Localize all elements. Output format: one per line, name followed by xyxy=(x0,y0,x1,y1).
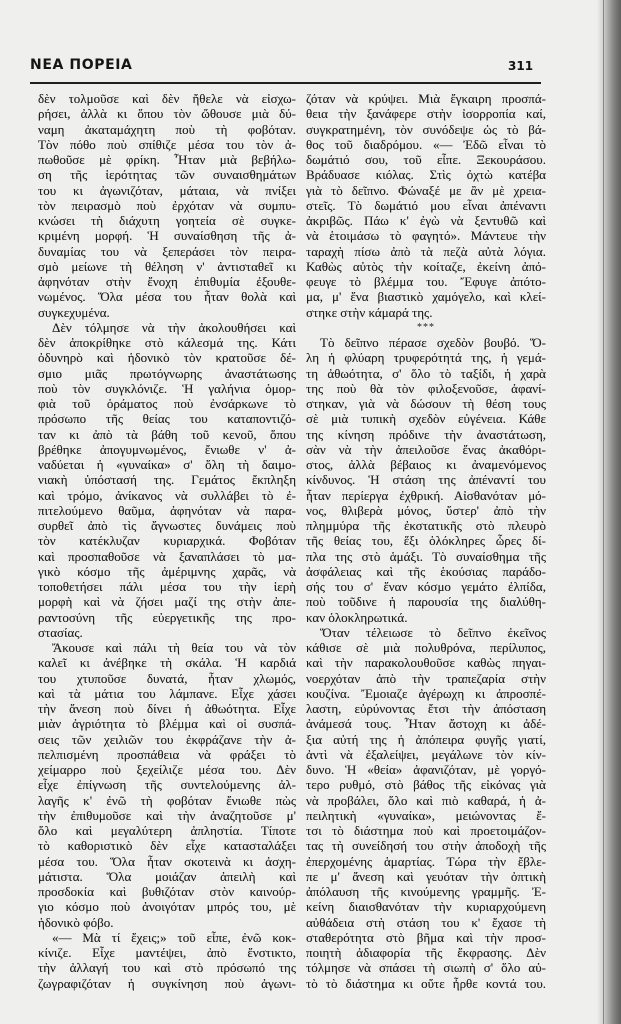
line-text: γικὸ κόσμο τῆς ἀμέριμνης χαρᾶς, νὰ xyxy=(38,563,296,579)
line-text: ἀσφάλειας καὶ τῆς ἑκούσιας παράδο- xyxy=(306,563,546,579)
text-line xyxy=(38,945,296,960)
text-line xyxy=(38,411,296,426)
line-text: τὸ τὸ διάστημα κι οὔτε ἦρθε κοντά του. xyxy=(306,975,546,991)
text-line xyxy=(38,381,296,396)
line-text: κριμένη μορφή. Ἡ συναίσθηση τῆς ἀ- xyxy=(38,228,296,244)
text-line xyxy=(38,228,296,243)
line-text: τὸν κατέκλυζαν κυριαρχικά. Φοβόταν xyxy=(38,533,296,549)
text-line xyxy=(306,366,546,381)
text-line xyxy=(38,869,296,884)
text-line xyxy=(38,213,296,228)
line-text: γιὰ τὸ δεῖπνο. Φώναξέ με ἂν μὲ χρεια- xyxy=(306,182,546,198)
paragraph xyxy=(306,91,546,320)
line-text: μα, μ' ἕνα βιαστικὸ χαμόγελο, καὶ κλεί- xyxy=(306,289,546,305)
text-line xyxy=(306,671,546,686)
text-line xyxy=(38,808,296,823)
line-text: κάθισε σὲ μιὰ πολυθρόνα, περίλυπος, xyxy=(306,640,546,655)
line-text: λη ἡ φλύαρη τρυφερότητά της, ἡ γεμά- xyxy=(306,350,546,366)
line-text: σὲ μιὰ τυπικὴ σχεδὸν εὐγένεια. Κάθε xyxy=(306,411,546,427)
line-text: γιο κόσμο ποὺ ἀνοιγόταν μπρός του, μὲ xyxy=(38,899,296,915)
text-line xyxy=(38,350,296,365)
line-text: πε μ' ἄνεση καὶ γευόταν τὴν ὀπτικὴ xyxy=(306,868,546,884)
text-line xyxy=(306,762,546,777)
line-text: ταραχὴ πίσω ἀπὸ τὰ πεζὰ αὐτὰ λόγια. xyxy=(306,243,546,259)
line-text: της ποὺ θὰ τὸν φιλοξενοῦσε, ἀφανί- xyxy=(306,380,546,396)
line-text: πελπισμένη προσπάθεια νὰ φράξει τὸ xyxy=(38,746,296,762)
line-text: δυνο. Ἡ «θεία» ἀφανιζόταν, μὲ γοργό- xyxy=(306,762,546,777)
text-line xyxy=(306,579,546,594)
line-text: σεις τῶν χειλιῶν του ἐκφράζανε τὴν ἀ- xyxy=(38,731,296,747)
line-text: νὰ ἑτοιμάσω τὸ φαγητό». Μάντευε τὴν xyxy=(306,228,546,244)
line-text: ἀπόλαυση τῆς κινούμενης γραμμῆς. Ἐ- xyxy=(306,884,546,899)
line-text: ἐπερχομένης ἁμαρτίας. Τώρα τὴν ἔβλε- xyxy=(306,853,546,869)
paragraph xyxy=(306,335,546,625)
line-text: μορφὴ καὶ νὰ ζήσει μαζί της στὴν ἀπε- xyxy=(38,594,296,610)
line-text: ζόταν νὰ κρύψει. Μιὰ ἔγκαιρη προσπά- xyxy=(306,91,546,106)
text-column-left xyxy=(38,91,296,991)
section-separator: *** xyxy=(417,321,435,333)
line-text: στος, ἀλλὰ βέβαιος κι ἀναμενόμενος xyxy=(306,457,546,472)
text-line xyxy=(306,915,546,930)
text-line xyxy=(38,503,296,518)
line-text: Τὸν πόθο ποὺ σπίθιζε μέσα του τὸν ἀ- xyxy=(38,136,296,152)
text-line xyxy=(38,472,296,487)
line-text: λαγῆς κ' ἐνῶ τὴ φοβόταν ἔνιωθε πὼς xyxy=(38,792,296,808)
text-line xyxy=(306,289,546,304)
line-text: σμὸ μείωνε τὴ θέληση ν' ἀντισταθεῖ κι xyxy=(38,258,296,274)
line-text: του χτυποῦσε δυνατά, ἦταν χλωμός, xyxy=(38,670,296,686)
text-line xyxy=(306,564,546,579)
text-line xyxy=(38,976,296,991)
line-text: ἀκριβῶς. Πάω κ' ἐγὼ νὰ ξεντυθῶ καὶ xyxy=(306,213,546,228)
text-line xyxy=(38,320,296,335)
line-text: Τὸ δεῖπνο πέρασε σχεδὸν βουβό. Ὅ- xyxy=(320,335,546,350)
line-text: μέσα του. Ὅλα ἦταν σκοτεινὰ κι ἀσχη- xyxy=(38,853,296,869)
line-text: καλεῖ κι ἀνέβηκε τὴ σκάλα. Ἡ καρδιά xyxy=(38,655,296,671)
line-text: νὰ προβάλει, ὅλο καὶ πιὸ καθαρά, ἡ ἀ- xyxy=(306,792,546,808)
text-line xyxy=(38,244,296,259)
text-line xyxy=(306,122,546,137)
line-text: ὀδυνηρὸ καὶ ἡδονικὸ τὸν κρατοῦσε δέ- xyxy=(38,350,296,366)
line-text: πειλητικὴ «γυναίκα», μειώνοντας ἔ- xyxy=(306,807,546,823)
line-text: εἶχε ἐπίγνωση τῆς συντελούμενης ἀλ- xyxy=(38,777,296,793)
text-line xyxy=(38,518,296,533)
text-line xyxy=(306,533,546,548)
line-text: καὶ προσπαθοῦσε νὰ ξαναπλάσει τὸ μα- xyxy=(38,548,296,564)
line-text: λαστη, εὐρύνοντας ἔτσι τὴν ἀπόσταση xyxy=(306,701,546,716)
line-text: στηκαν, γιὰ νὰ δώσουν τὴ θέση τους xyxy=(306,396,546,411)
text-line xyxy=(38,671,296,686)
text-line xyxy=(38,884,296,899)
text-line xyxy=(306,945,546,960)
line-text: κνώσει τὴ διάχυτη γοητεία σὲ συγκε- xyxy=(38,213,296,228)
text-line xyxy=(38,198,296,213)
text-line xyxy=(306,976,546,991)
text-line xyxy=(38,335,296,350)
text-line xyxy=(306,793,546,808)
text-line xyxy=(38,533,296,548)
text-line xyxy=(38,564,296,579)
text-line xyxy=(306,899,546,914)
line-text: του κι ἀγωνιζόταν, μάταια, νὰ πνίξει xyxy=(38,182,296,198)
text-line xyxy=(306,549,546,564)
line-text: στασίας. xyxy=(38,624,83,640)
line-text: τῆς θείας του, ἕξι ὁλόκληρες ὧρες δί- xyxy=(306,533,546,549)
line-text: σμιο μιᾶς πρωτόγνωρης ἀναστάτωσης xyxy=(38,365,296,381)
text-line xyxy=(306,823,546,838)
text-line xyxy=(38,915,296,930)
text-line xyxy=(306,183,546,198)
text-line xyxy=(306,411,546,426)
line-text: φιὰ τοῦ ὁράματος ποὺ ἐνσάρκωνε τὸ xyxy=(38,396,296,411)
line-text: καν ὁλοκληρωτικά. xyxy=(306,609,408,625)
text-line xyxy=(306,152,546,167)
line-text: Δὲν τόλμησε νὰ τὴν ἀκολουθήσει καὶ xyxy=(52,319,296,335)
line-text: πωθοῦσε μὲ φρίκη. Ἦταν μιὰ βεβήλω- xyxy=(38,152,296,167)
line-text: ναμη ἀκαταμάχητη ποὺ τὴ φοβόταν. xyxy=(38,121,296,137)
text-line xyxy=(38,366,296,381)
line-text: «— Μὰ τί ἔχεις;» τοῦ εἶπε, ἐνῶ κοκ- xyxy=(52,929,296,945)
text-line xyxy=(306,854,546,869)
line-text: πρόσωπο τῆς θείας του καταποντιζό- xyxy=(38,411,296,427)
text-line xyxy=(306,427,546,442)
line-text: τη ἀθωότητα, σ' ὅλο τὸ ταξίδι, ἡ χαρὰ xyxy=(306,365,546,381)
line-text: ποιητὴ ἀδιαφορία τῆς ἔκφρασης. Δὲν xyxy=(306,945,546,960)
line-text: μάτιστα. Ὅλα μοιάζαν ἀπειλὴ καὶ xyxy=(38,868,296,884)
text-line xyxy=(306,91,546,106)
text-line xyxy=(306,594,546,609)
text-line xyxy=(38,854,296,869)
line-text: πλα της στὸ ἁμάξι. Τὸ συναίσθημα τῆς xyxy=(306,548,546,564)
page-number: 311 xyxy=(508,59,534,73)
line-text: συγκρατημένη, τὸν συνόδεψε ὡς τὸ βά- xyxy=(306,121,546,137)
line-text: τὸ καθοριστικὸ δὲν εἶχε κατασταλάξει xyxy=(38,838,296,854)
text-line xyxy=(306,625,546,640)
text-line xyxy=(306,274,546,289)
line-text: στεῖς. Τὸ δωμάτιό μου εἶναι ἀπέναντι xyxy=(306,197,546,213)
text-line xyxy=(38,91,296,106)
line-text: δωμάτιό σου, τοῦ εἶπε. Ξεκουράσου. xyxy=(306,152,546,167)
text-line xyxy=(38,838,296,853)
line-text: κείνη διαισθανόταν τὴν κυριαρχούμενη xyxy=(306,899,546,915)
line-text: ταν κι ἀπὸ τὰ βάθη τοῦ κενοῦ, ὅπου xyxy=(38,426,296,442)
text-line xyxy=(306,167,546,182)
line-text: δυναμίας του νὰ ξεπεράσει τὸν πειρα- xyxy=(38,243,296,259)
line-text: νοερχόταν ἀπὸ τὴν τραπεζαρία στὴν xyxy=(306,670,546,686)
line-text: ἡδονικὸ φόβο. xyxy=(38,914,114,930)
line-text: βρέθηκε ἀπογυμνωμένος, ἔνιωθε ν' ἀ- xyxy=(38,441,296,457)
text-line xyxy=(306,777,546,792)
line-text: αὐθάδεια στὴ στάση του κ' ἔχασε τὴ xyxy=(306,914,546,930)
text-line xyxy=(306,808,546,823)
text-line xyxy=(38,716,296,731)
line-text: πλημμύρα τῆς ἐκστατικῆς στὸ πλευρὸ xyxy=(306,518,546,533)
paragraph xyxy=(38,640,296,930)
line-text: ἀντὶ νὰ ἐξαλείψει, μεγάλωνε τὸν κίν- xyxy=(306,746,546,762)
line-text: τὸν πειρασμὸ ποὺ ἐρχόταν νὰ συμπυ- xyxy=(38,197,296,213)
paragraph xyxy=(38,930,296,991)
text-line xyxy=(38,655,296,670)
text-line xyxy=(306,610,546,625)
line-text: σὰν νὰ τὴν ἀπειλοῦσε ἕνας ἀκαθόρι- xyxy=(306,441,546,457)
text-line xyxy=(306,838,546,853)
text-line xyxy=(38,823,296,838)
text-line xyxy=(38,396,296,411)
text-line xyxy=(38,793,296,808)
text-line xyxy=(306,686,546,701)
line-text: ἀφηνόταν στὴν ἔνοχη ἐπιθυμία ἐξουθε- xyxy=(38,274,296,289)
line-text: στηκε στὴν κάμαρά της. xyxy=(306,304,433,320)
line-text: συγκεχυμένα. xyxy=(38,304,110,320)
text-line xyxy=(38,457,296,472)
line-text: τερο ρυθμό, στὸ βάθος τῆς εἰκόνας γιὰ xyxy=(306,777,546,793)
text-line xyxy=(38,579,296,594)
text-line xyxy=(306,396,546,411)
text-line xyxy=(306,488,546,503)
text-line xyxy=(306,747,546,762)
text-line xyxy=(306,381,546,396)
line-text: Βράδυασε κιόλας. Στὶς ὀχτὼ κατέβα xyxy=(306,167,546,183)
line-text: τὴν ἀλλαγή του καὶ στὸ πρόσωπό της xyxy=(38,960,296,976)
text-line xyxy=(38,442,296,457)
line-text: πιτελούμενο θαῦμα, ἀφηνόταν νὰ παρα- xyxy=(38,502,296,518)
line-text: Καθὼς αὐτὸς τὴν κοίταζε, ἐκείνη ἀπό- xyxy=(306,258,546,274)
page-edge-shadow xyxy=(597,0,621,1024)
text-line xyxy=(38,686,296,701)
text-line xyxy=(306,716,546,731)
line-text: ξια αὐτή της ἡ ἀπόπειρα φυγῆς γιατί, xyxy=(306,731,546,747)
paragraph xyxy=(38,91,296,320)
text-line xyxy=(38,762,296,777)
line-text: της κίνηση πρόδινε τὴν ἀναστάτωση, xyxy=(306,426,546,442)
line-text: φευγε τὸ βλέμμα του. Ἔφυγε ἀπότο- xyxy=(306,274,546,289)
text-line xyxy=(306,655,546,670)
text-line xyxy=(38,106,296,121)
line-text: ραντοσύνη τῆς εὐεργετικῆς της προ- xyxy=(38,609,296,625)
text-line xyxy=(38,899,296,914)
text-line xyxy=(306,930,546,945)
text-line xyxy=(38,777,296,792)
line-text: ση τῆς ἱερότητας τῶν συναισθημάτων xyxy=(38,167,296,183)
line-text: Ὅταν τέλειωσε τὸ δεῖπνο ἐκεῖνος xyxy=(320,624,546,640)
line-text: τσι τὸ διάστημα ποὺ καὶ προετοιμάζον- xyxy=(306,823,546,838)
line-text: σής του σ' ἕναν κόσμο γεμάτο ἐλπίδα, xyxy=(306,579,546,594)
line-text: ἀνάμεσά τους. Ἦταν ἄστοχη κι ἀδέ- xyxy=(306,716,546,732)
text-line xyxy=(306,350,546,365)
line-text: ναδύεται ἡ «γυναίκα» σ' ὅλη τὴ δαιμο- xyxy=(38,457,296,472)
line-text: ὅλο καὶ μεγαλύτερη ἀπληστία. Τίποτε xyxy=(38,823,296,838)
line-text: Ἄκουσε καὶ πάλι τὴ θεία του νὰ τὸν xyxy=(52,640,296,655)
line-text: τοποθετήσει πάλι μέσα του τὴν ἱερὴ xyxy=(38,579,296,594)
line-text: ποὺ τοῦδινε ἡ παρουσία της διαλύθη- xyxy=(306,594,546,610)
text-line xyxy=(306,869,546,884)
text-line xyxy=(38,274,296,289)
paragraph xyxy=(306,625,546,991)
line-text: κίνδυνος. Ἡ στάση της ἀπέναντί του xyxy=(306,472,546,488)
line-text: μιὰν ἀγριότητα τὸ βλέμμα καὶ οἱ συσπά- xyxy=(38,716,296,732)
text-line xyxy=(38,930,296,945)
line-text: δὲν ἀποκρίθηκε στὸ κάλεσμά της. Κάτι xyxy=(38,335,296,350)
text-line xyxy=(306,335,546,350)
line-text: τὴν ἄνεση ποὺ δίνει ἡ ἀθωότητα. Εἶχε xyxy=(38,701,296,716)
text-line xyxy=(38,167,296,182)
line-text: σταθερότητα στὸ βῆμα καὶ τὴν προσ- xyxy=(306,929,546,945)
text-line xyxy=(38,960,296,975)
text-line xyxy=(38,549,296,564)
text-line xyxy=(38,625,296,640)
text-line xyxy=(306,732,546,747)
text-line xyxy=(38,289,296,304)
line-text: καὶ τὴν παρακολουθοῦσε καθὼς πηγαι- xyxy=(306,655,546,671)
text-line xyxy=(38,640,296,655)
text-line xyxy=(38,594,296,609)
line-text: συρθεῖ ἀπὸ τὶς ἄγνωστες δυνάμεις ποὺ xyxy=(38,518,296,533)
text-line xyxy=(306,960,546,975)
text-line xyxy=(306,457,546,472)
text-line xyxy=(38,183,296,198)
text-line xyxy=(306,213,546,228)
text-line xyxy=(38,701,296,716)
text-line xyxy=(306,640,546,655)
line-text: κίνιζε. Εἶχε μαντέψει, ἀπὸ ἔνστικτο, xyxy=(38,945,296,960)
text-line xyxy=(306,106,546,121)
line-text: ἦταν περίεργα ἐχθρική. Αἰσθανόταν μό- xyxy=(306,487,546,503)
text-line xyxy=(306,472,546,487)
text-line xyxy=(38,122,296,137)
text-line xyxy=(38,732,296,747)
text-line xyxy=(38,137,296,152)
header-rule xyxy=(30,82,541,84)
text-line xyxy=(306,701,546,716)
line-text: θος τοῦ διαδρόμου. «— Ἐδῶ εἶναι τὸ xyxy=(306,136,546,152)
line-text: προσδοκία καὶ βυθιζόταν στὸν καινούρ- xyxy=(38,884,296,899)
line-text: δὲν τολμοῦσε καὶ δὲν ἤθελε νὰ εἰσχω- xyxy=(38,91,296,106)
line-text: τας τὴ συνείδησή του στὴν ἀποδοχὴ τῆς xyxy=(306,838,546,854)
line-text: θεια τὴν ξανάφερε στὴν ἰσορροπία καί, xyxy=(306,106,546,122)
text-line xyxy=(306,198,546,213)
text-line xyxy=(38,488,296,503)
line-text: τόλμησε νὰ σπάσει τὴ σιωπὴ σ' ὅλο αὐ- xyxy=(306,960,546,976)
paragraph xyxy=(38,320,296,640)
line-text: κουζίνα. Ἔμοιαζε ἀγέρωχη κι ἀπροσπέ- xyxy=(306,685,546,701)
text-line xyxy=(306,244,546,259)
text-column-right xyxy=(306,91,546,991)
text-line xyxy=(38,747,296,762)
text-line xyxy=(38,610,296,625)
text-line xyxy=(306,503,546,518)
text-line xyxy=(306,137,546,152)
text-line xyxy=(306,259,546,274)
line-text: ρήσει, ἀλλὰ κι ὅπου τὸν ὤθουσε μιὰ δύ- xyxy=(38,106,296,122)
running-title: ΝΕΑ ΠΟΡΕΙΑ xyxy=(30,57,133,73)
line-text: χείμαρρο ποὺ ξεχείλιζε μέσα του. Δὲν xyxy=(38,762,296,777)
text-line xyxy=(306,228,546,243)
text-line xyxy=(306,884,546,899)
text-line xyxy=(38,259,296,274)
text-line xyxy=(306,442,546,457)
line-text: ποὺ τὸν συγκλόνιζε. Ἡ γαλήνια ὁμορ- xyxy=(38,380,296,396)
text-line xyxy=(306,305,546,320)
text-line xyxy=(38,152,296,167)
line-text: τὴν ἐπιθυμοῦσε καὶ τὴν ἀναζητοῦσε μ' xyxy=(38,807,296,823)
line-text: καὶ τρόμο, ἀνίκανος νὰ συλλάβει τὸ ἐ- xyxy=(38,487,296,503)
line-text: ζωγραφιζόταν ἡ συγκίνηση ποὺ ἀγωνι- xyxy=(38,975,296,991)
text-line xyxy=(38,427,296,442)
text-line xyxy=(38,305,296,320)
line-text: νωμένος. Ὅλα μέσα του ἦταν θολὰ καὶ xyxy=(38,289,296,305)
line-text: καὶ τὰ μάτια του λάμπανε. Εἶχε χάσει xyxy=(38,685,296,701)
line-text: νιακὴ ὑπόστασή της. Γεμάτος ἔκπληξη xyxy=(38,472,296,488)
text-line xyxy=(306,518,546,533)
line-text: νος, θλιβερὰ μόνος, ὕστερ' ἀπὸ τὴν xyxy=(306,502,546,518)
